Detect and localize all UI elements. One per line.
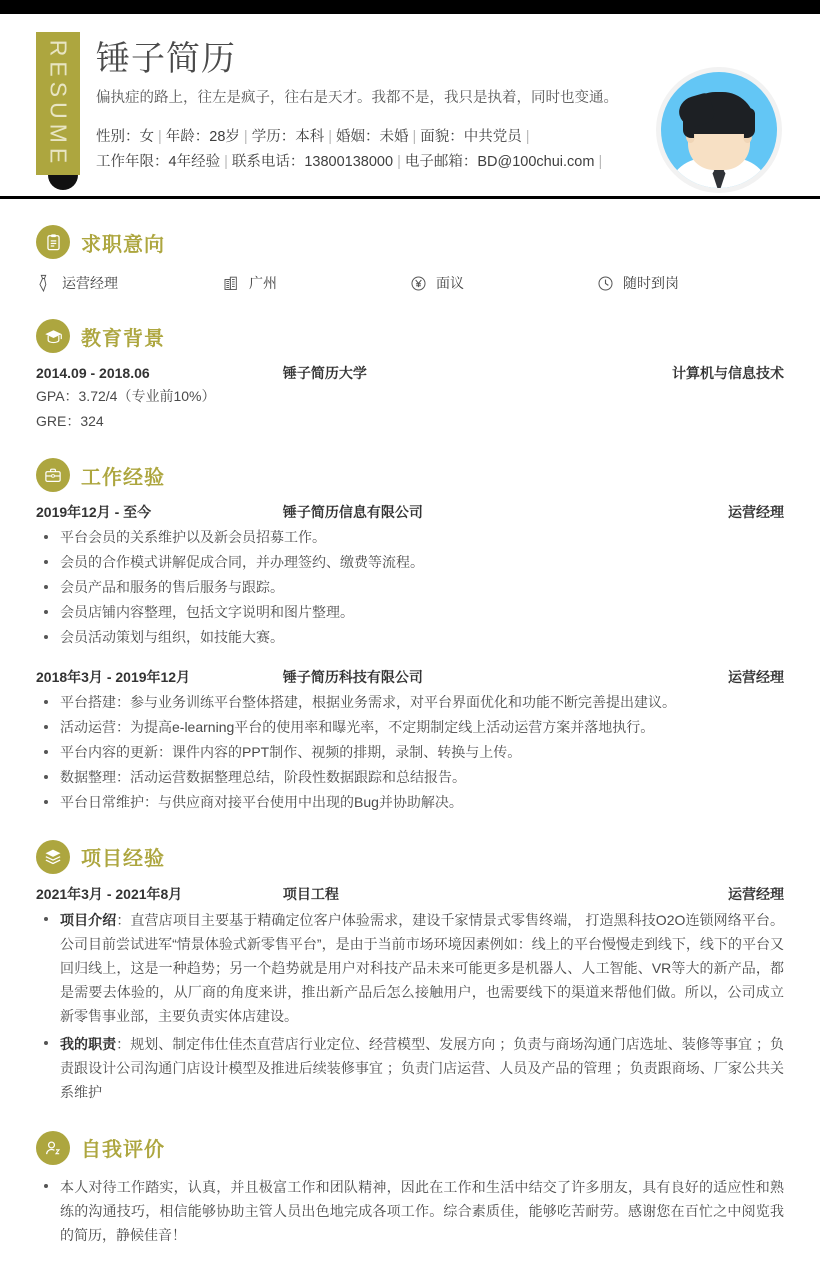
work-job-role: 运营经理 bbox=[727, 669, 784, 686]
section-header-education bbox=[36, 319, 784, 353]
briefcase-icon bbox=[36, 458, 70, 492]
education-period: 2014.09 - 2018.06 bbox=[36, 365, 150, 381]
education-school: 锤子简历大学 bbox=[282, 365, 367, 381]
info-separator: | bbox=[224, 154, 228, 171]
info-separator: | bbox=[397, 154, 401, 171]
top-black-bar bbox=[0, 0, 820, 14]
project-detail-list bbox=[36, 908, 784, 1105]
work-job-bullet: 平台日常维护：与供应商对接平台使用中出现的Bug并协助解决。 bbox=[36, 791, 784, 814]
info-item: 婚姻：未婚 bbox=[335, 129, 409, 146]
info-item: 学历：本科 bbox=[251, 129, 325, 146]
layers-icon bbox=[36, 840, 70, 874]
job-intent-salary-label: 面议 bbox=[436, 275, 464, 291]
personal-info-line-2 bbox=[96, 150, 656, 175]
graduation-cap-icon bbox=[36, 319, 70, 353]
work-job-bullet: 会员店铺内容整理，包括文字说明和图片整理。 bbox=[36, 601, 784, 624]
info-item: 性别：女 bbox=[96, 129, 154, 146]
personal-info-line-1 bbox=[96, 125, 656, 150]
job-intent-availability bbox=[597, 273, 784, 293]
education-row bbox=[36, 363, 784, 383]
work-job-header bbox=[36, 502, 784, 522]
page-title: 锤子简历 bbox=[96, 40, 236, 78]
work-job-bullet: 平台会员的关系维护以及新会员招募工作。 bbox=[36, 526, 784, 549]
project-detail-label: 项目介绍 bbox=[60, 911, 117, 928]
resume-side-tab-label: RESUME bbox=[45, 39, 72, 168]
work-job-company: 锤子简历信息有限公司 bbox=[282, 504, 423, 521]
job-intent-salary bbox=[410, 273, 597, 293]
info-separator: | bbox=[328, 129, 332, 146]
section-header-work bbox=[36, 458, 784, 492]
work-job-period: 2018年3月 - 2019年12月 bbox=[36, 669, 191, 686]
project-name: 项目工程 bbox=[282, 885, 339, 902]
info-item: 联系电话：13800138000 bbox=[231, 154, 394, 171]
self-eval-text: 本人对待工作踏实，认真，并且极富工作和团队精神，因此在工作和生活中结交了许多朋友，具有良好的适应性和熟练的沟通技巧，相信能够协助主管人员出色地完成各项工作。综合素质佳，能够吃苦耐劳。感谢您在百忙之中阅览我的简历，静候佳音！ bbox=[36, 1175, 784, 1247]
work-job-role: 运营经理 bbox=[727, 504, 784, 521]
project-detail-text: ：直营店项目主要基于精确定位客户体验需求，建设千家情景式零售终端， 打造黑科技O2O连锁网络平台。公司目前尝试进军“情景体验式新零售平台”，是由于当前市场环境因素例如：线上的平台慢慢走到线下，线下的平台又回归线上，这是一种趋势；另一个趋势就是用户对科技产品未来可能更多是机器人、人工智能、VR等大的新产品，都是需要去体验的，从厂商的角度来讲，推出新产品后怎么接触用户，也需要线下的渠道来帮他们做。所以，公司成立新零售事业部，主要负责实体店建设。 bbox=[60, 911, 785, 1025]
clock-icon bbox=[597, 274, 614, 293]
section-title-work: 工作经验 bbox=[81, 466, 165, 489]
job-intent-city-label: 广州 bbox=[249, 275, 277, 291]
info-item: 工作年限：4年经验 bbox=[96, 154, 221, 171]
info-item: 年龄：28岁 bbox=[165, 129, 240, 146]
project-detail-item bbox=[36, 908, 784, 1028]
work-job-bullet: 会员产品和服务的售后服务与跟踪。 bbox=[36, 576, 784, 599]
education-gpa: GPA：3.72/4（专业前10%） bbox=[36, 388, 216, 404]
section-title-project: 项目经验 bbox=[81, 848, 165, 871]
avatar-hair-side-left bbox=[683, 108, 694, 138]
resume-tab-foot-shape bbox=[48, 175, 78, 190]
avatar-illustration bbox=[661, 72, 777, 188]
header-main-block bbox=[96, 40, 656, 175]
work-job-header bbox=[36, 667, 784, 687]
header-divider bbox=[0, 196, 820, 199]
project-detail-item bbox=[36, 1032, 784, 1104]
section-title-job-intent: 求职意向 bbox=[81, 233, 165, 256]
info-separator: | bbox=[243, 129, 248, 146]
info-item: 电子邮箱：BD@100chui.com bbox=[404, 154, 595, 171]
section-header-project bbox=[36, 840, 784, 874]
section-header-job-intent bbox=[36, 225, 784, 259]
project-detail-text: ：规划、制定伟仕佳杰直营店行业定位、经营模型、发展方向 ；负责与商场沟通门店选址、装修等事宜 ；负责跟设计公司沟通门店设计模型及推进后续装修事宜 ；负责门店运营、人员及产品的管理 ；负责跟商场、厂家公共关系维护 bbox=[60, 1036, 784, 1101]
resume-content bbox=[0, 225, 820, 1277]
project-row bbox=[36, 884, 784, 904]
info-separator: | bbox=[598, 154, 603, 171]
avatar-hair-side-right bbox=[744, 108, 755, 138]
avatar bbox=[656, 67, 782, 193]
info-separator: | bbox=[412, 129, 417, 146]
resume-header bbox=[0, 14, 820, 196]
work-job-bullet: 平台内容的更新：课件内容的PPT制作、视频的排期，录制、转换与上传。 bbox=[36, 741, 784, 764]
work-job-bullet: 活动运营：为提高e-learning平台的使用率和曝光率，不定期制定线上活动运营方案并落地执行。 bbox=[36, 716, 784, 739]
work-job-period: 2019年12月 - 至今 bbox=[36, 504, 152, 521]
job-intent-position bbox=[36, 273, 223, 293]
work-job-bullet: 数据整理：活动运营数据整理总结，阶段性数据跟踪和总结报告。 bbox=[36, 766, 784, 789]
work-job-bullet: 会员活动策划与组织，如技能大赛。 bbox=[36, 626, 784, 649]
personal-info-block bbox=[96, 125, 656, 175]
info-separator: | bbox=[158, 129, 162, 146]
work-job-bullet: 会员的合作模式讲解促成合同，并办理签约、缴费等流程。 bbox=[36, 551, 784, 574]
person-icon bbox=[36, 1131, 70, 1165]
work-job-bullet-list bbox=[36, 526, 784, 649]
work-job-bullet: 平台搭建：参与业务训练平台整体搭建，根据业务需求，对平台界面优化和功能不断完善提出建议。 bbox=[36, 691, 784, 714]
clipboard-icon bbox=[36, 225, 70, 259]
job-intent-position-label: 运营经理 bbox=[62, 275, 118, 291]
tagline: 偏执症的路上，往左是疯子，往右是天才。我都不是，我只是执着，同时也变通。 bbox=[96, 90, 618, 107]
work-job-bullet-list bbox=[36, 691, 784, 814]
resume-side-tab bbox=[36, 32, 80, 175]
section-title-self-eval: 自我评价 bbox=[81, 1139, 165, 1161]
education-gre: GRE：324 bbox=[36, 412, 104, 429]
job-intent-city bbox=[223, 273, 410, 293]
work-experience-list bbox=[36, 502, 784, 814]
project-role: 运营经理 bbox=[727, 885, 784, 902]
yen-icon bbox=[410, 274, 427, 293]
work-job-company: 锤子简历科技有限公司 bbox=[282, 669, 423, 686]
self-eval-list bbox=[36, 1175, 784, 1247]
info-separator: | bbox=[525, 129, 530, 146]
info-item: 面貌：中共党员 bbox=[420, 129, 522, 146]
education-major: 计算机与信息技术 bbox=[671, 365, 784, 381]
necktie-icon bbox=[36, 274, 53, 293]
project-detail-label: 我的职责 bbox=[60, 1036, 117, 1053]
section-title-education: 教育背景 bbox=[81, 327, 165, 350]
job-intent-availability-label: 随时到岗 bbox=[623, 275, 679, 291]
section-header-self-eval bbox=[36, 1131, 784, 1165]
project-period: 2021年3月 - 2021年8月 bbox=[36, 885, 183, 902]
job-intent-row bbox=[36, 273, 784, 293]
building-icon bbox=[223, 274, 240, 293]
